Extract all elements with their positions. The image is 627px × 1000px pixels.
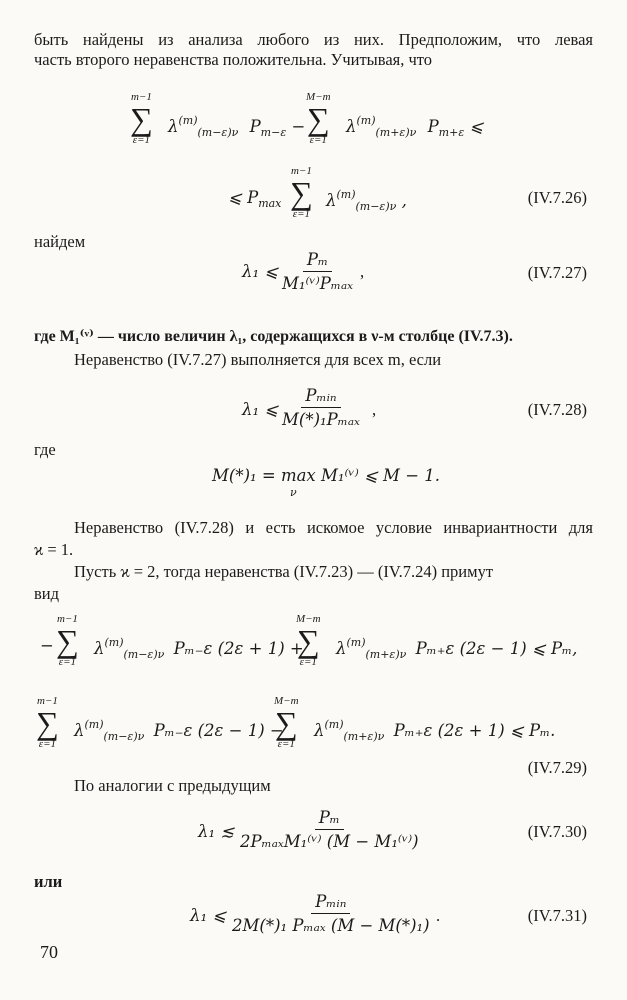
- fraction: Pₘᵢₙ 2M(*)₁ Pₘₐₓ (M − M(*)₁): [232, 892, 430, 935]
- equation-number: (IV.7.31): [527, 906, 587, 925]
- equation-term: ⩽ $P_{max}$: [228, 188, 282, 210]
- sum-symbol: M−m ∑ ε=1: [296, 613, 321, 668]
- equation-number: (IV.7.27): [527, 263, 587, 282]
- equation-number: (IV.7.30): [527, 822, 587, 841]
- equation-term: $\lambda^{(m)}_{(m+\varepsilon)\nu}$ Pₘ₊ε (2ε + 1) ⩽ Pₘ.: [314, 718, 556, 743]
- fraction: Pₘ 2PₘₐₓM₁⁽ᵛ⁾ (M − M₁⁽ᵛ⁾): [240, 808, 419, 851]
- punctuation: .: [436, 906, 441, 925]
- equation-m-star: M(*)₁ = max M₁⁽ᵛ⁾ ⩽ M − 1.: [212, 466, 441, 485]
- sum-symbol: M−m ∑ ε=1: [306, 91, 331, 146]
- fraction: Pₘᵢₙ M(*)₁Pₘₐₓ: [282, 386, 360, 429]
- text-gde-line: где M₁⁽ᵛ⁾ — число величин λ₁, содержащихся в ν-м столбце (IV.7.3).: [34, 328, 513, 345]
- text-naidem: найдем: [34, 232, 86, 251]
- equation-lhs: λ₁ ≲: [198, 822, 235, 841]
- equation-sign: −: [40, 636, 54, 655]
- text-analogy: По аналогии с предыдущим: [74, 776, 271, 795]
- text-inequality-line: Неравенство (IV.7.27) выполняется для всех m, если: [74, 350, 442, 369]
- text-paragraph-2b: ϰ = 1.: [34, 540, 74, 559]
- sum-symbol: m−1 ∑ ε=1: [130, 91, 153, 146]
- equation-number: (IV.7.29): [527, 758, 587, 777]
- text-paragraph-3a: Пусть ϰ = 2, тогда неравенства (IV.7.23) — (IV.7.24) примут: [74, 562, 494, 581]
- equation-number: (IV.7.26): [527, 188, 587, 207]
- page-number: 70: [40, 942, 58, 962]
- text-paragraph-2a: Неравенство (IV.7.28) и есть искомое условие инвариантности для: [74, 518, 593, 537]
- equation-lhs: λ₁ ⩽: [242, 262, 279, 281]
- sum-symbol: m−1 ∑ ε=1: [56, 613, 79, 668]
- fraction: Pₘ M₁⁽ᵛ⁾Pₘₐₓ: [282, 250, 354, 293]
- equation-number: (IV.7.28): [527, 400, 587, 419]
- text-ili: или: [34, 872, 63, 891]
- sum-symbol: M−m ∑ ε=1: [274, 695, 299, 750]
- equation-term: $\lambda^{(m)}_{(m-\varepsilon)\nu}$ Pₘ₋ε (2ε − 1) −: [74, 718, 284, 743]
- equation-term: $\lambda^{(m)}_{(m+\varepsilon)\nu}$ $P_{m+\varepsilon}$ ⩽: [346, 114, 484, 139]
- equation-term: $\lambda^{(m)}_{(m-\varepsilon)\nu}$ $P_{m-\varepsilon}$ −: [168, 114, 306, 139]
- text-paragraph-3b: вид: [34, 584, 60, 603]
- equation-term: $\lambda^{(m)}_{(m-\varepsilon)\nu}$ Pₘ₋ε (2ε + 1) +: [94, 636, 304, 661]
- punctuation: ,: [372, 400, 377, 419]
- text-line-2: часть второго неравенства положительна. Учитывая, что: [34, 50, 433, 69]
- sum-symbol: m−1 ∑ ε=1: [290, 165, 313, 220]
- equation-lhs: λ₁ ⩽: [242, 400, 279, 419]
- equation-term: $\lambda^{(m)}_{(m-\varepsilon)\nu}$ ,: [326, 188, 407, 213]
- punctuation: ,: [360, 262, 365, 281]
- text-line-1: быть найдены из анализа любого из них. Предположим, что левая: [34, 30, 593, 49]
- sum-symbol: m−1 ∑ ε=1: [36, 695, 59, 750]
- equation-lhs: λ₁ ⩽: [190, 906, 227, 925]
- equation-term: $\lambda^{(m)}_{(m+\varepsilon)\nu}$ Pₘ₊ε (2ε − 1) ⩽ Pₘ,: [336, 636, 578, 661]
- equation-m-star-sub: ν: [290, 486, 297, 499]
- text-gde: где: [34, 440, 56, 459]
